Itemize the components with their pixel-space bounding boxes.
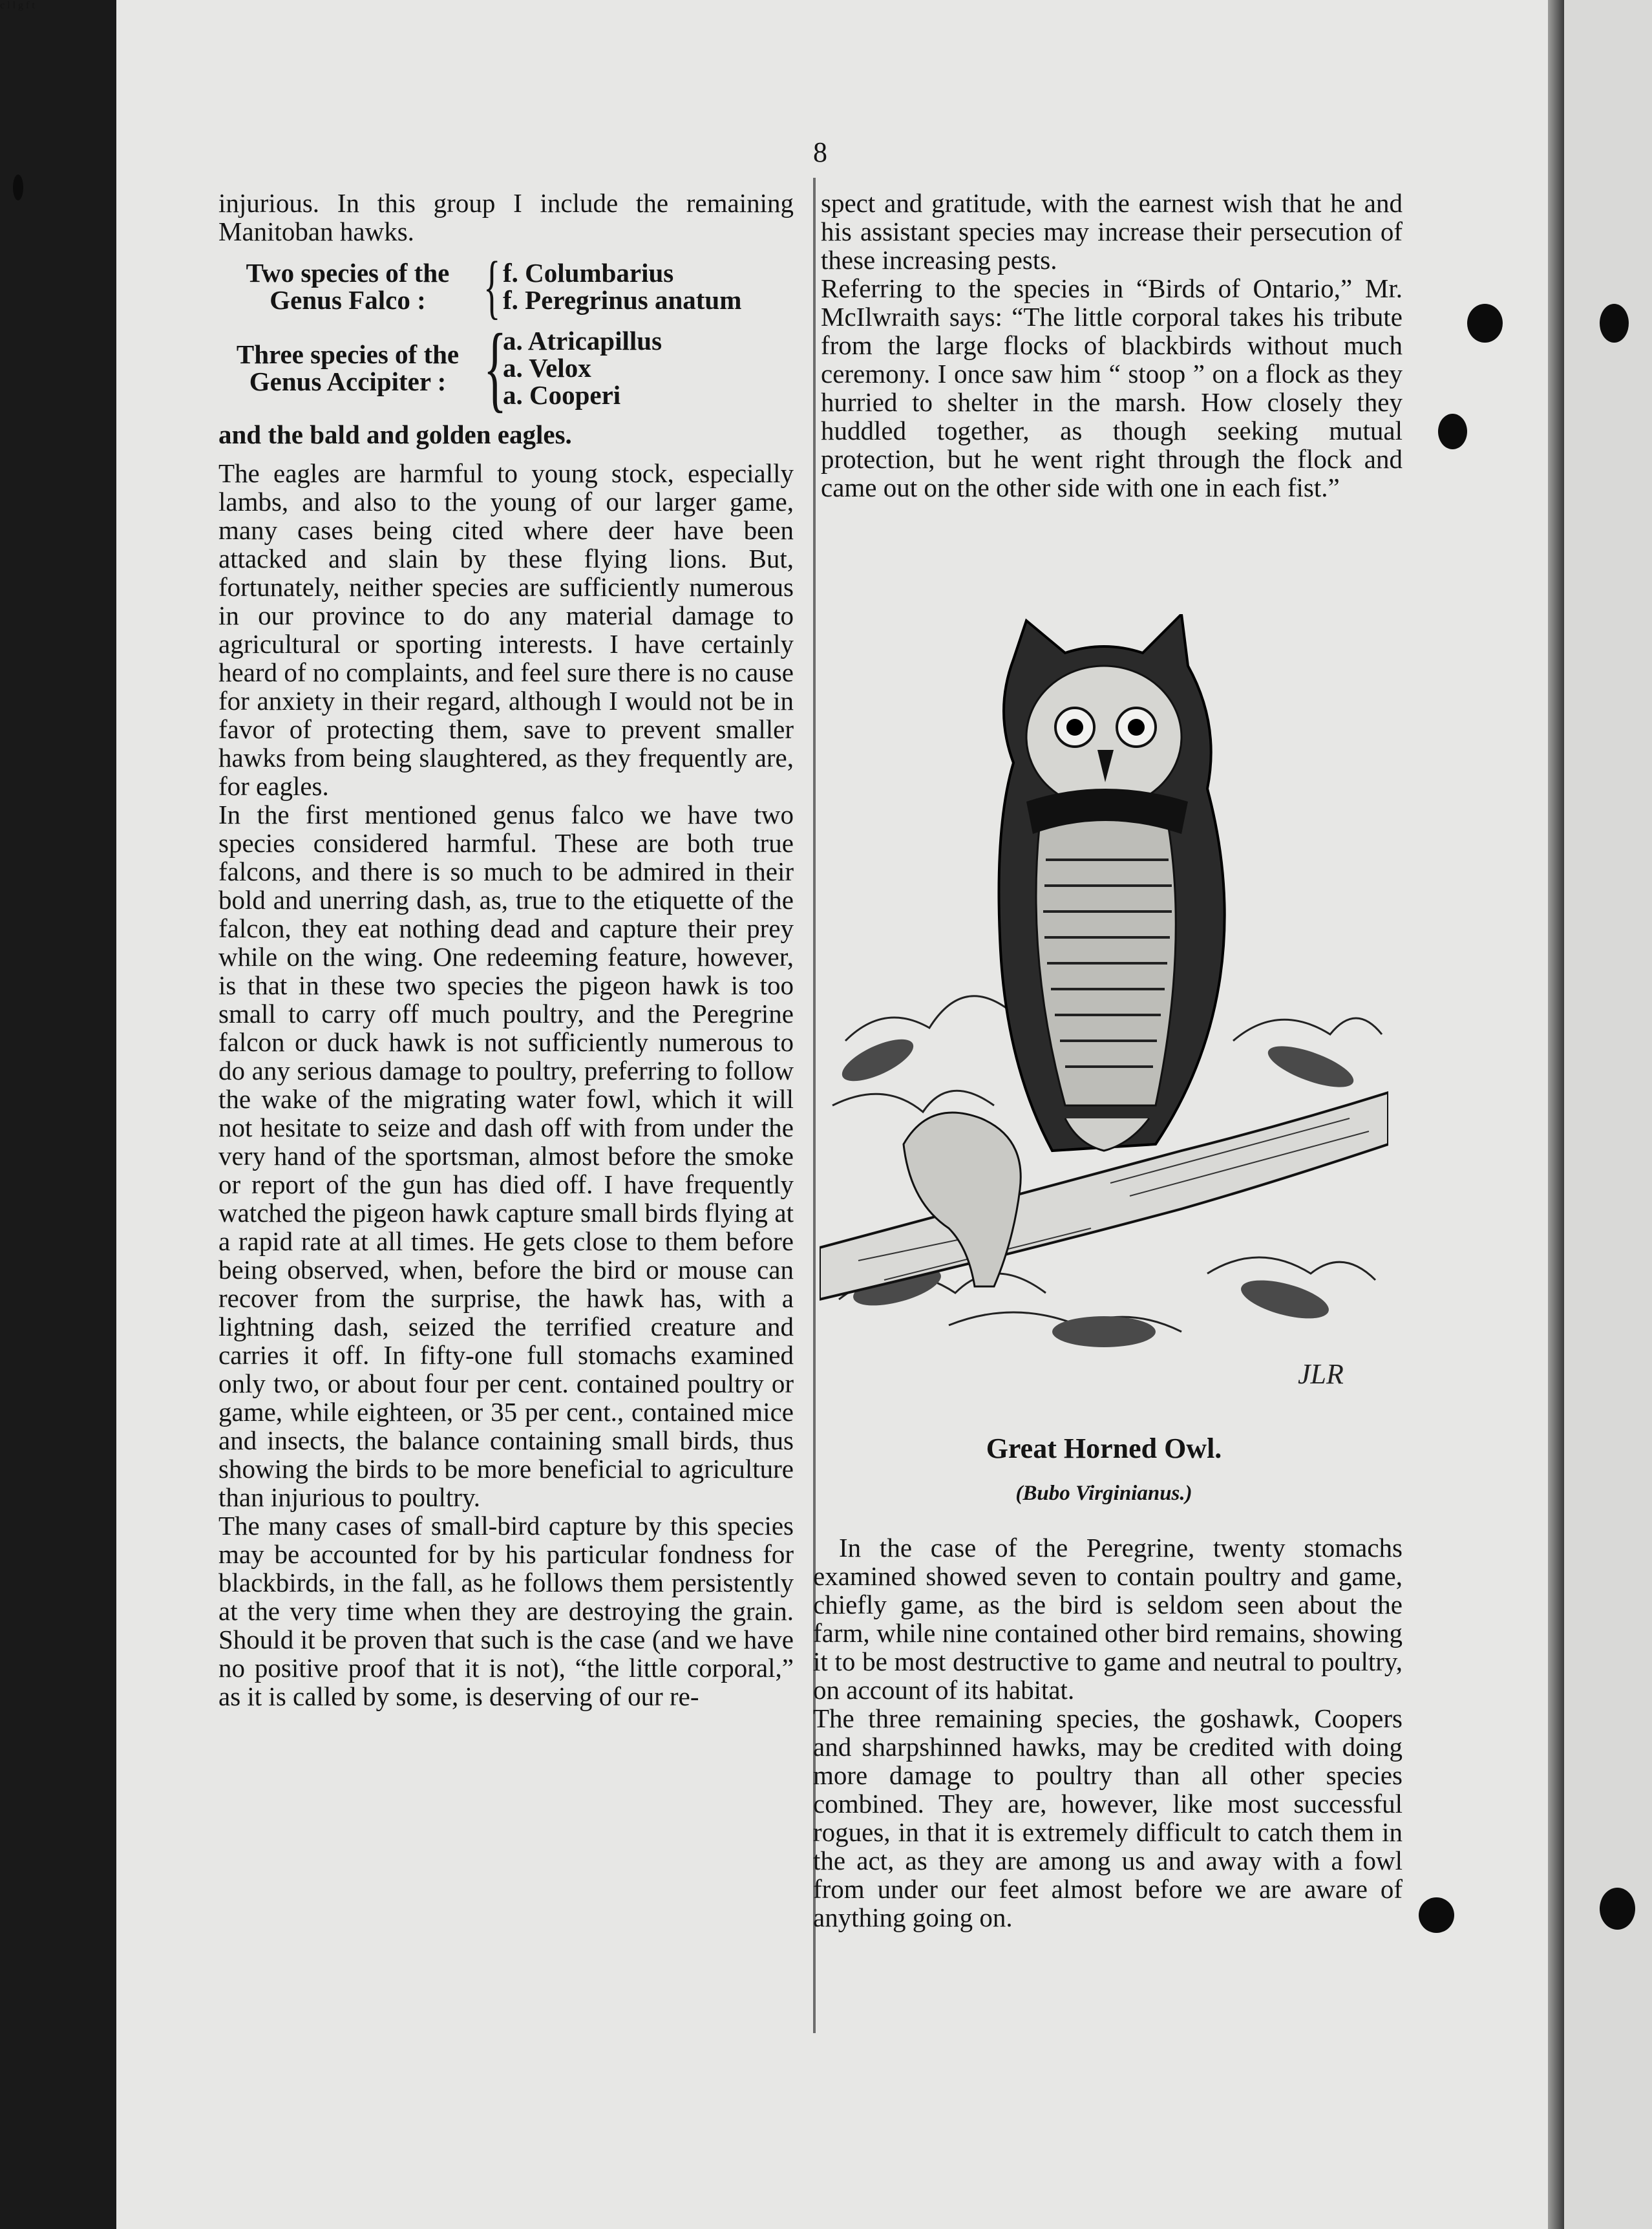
species-name: a. Cooperi (503, 380, 621, 410)
accipiter-label: Three species of the Genus Accipiter : (236, 339, 460, 396)
brace-glyph: { (483, 247, 501, 326)
species-name: a. Velox (503, 353, 591, 383)
next-page-letter: g (18, 0, 24, 11)
accipiter-species-block (218, 314, 794, 421)
paragraph: Referring to the species in “Birds of Ontario,” Mr. McIlwraith says: “The little corporal takes his tribute from the large flocks of blackbirds without much ceremony. I once saw him “ stoop ” on a flock as they hurried to shelter in the marsh. How closely they huddled together, as though seeking mutual protection, but he went right through the flock and came out on the other side with one in each fist.” (821, 273, 1403, 502)
binding-hole (1419, 1897, 1454, 1933)
page-edge (1548, 0, 1564, 2229)
eagles-line: and the bald and golden eagles. (218, 420, 572, 449)
species-name: f. Columbarius (503, 258, 674, 288)
binding-hole (1467, 304, 1503, 343)
brace-glyph: { (483, 314, 507, 421)
great-horned-owl-illustration (820, 614, 1388, 1429)
right-column-top (821, 189, 1403, 502)
scientific-name: (Bubo Virginianus.) (1015, 1482, 1192, 1505)
next-page-letter: t (32, 0, 35, 11)
next-page-letter: f (26, 0, 30, 11)
paragraph: In the case of the Peregrine, twenty stomachs examined showed seven to contain poultry and game, chiefly game, as the bird is seldom seen about the farm, while nine contained other bird remains, showing it to be most destructive to game and neutral to poultry, on account of its habitat. (813, 1533, 1403, 1705)
binding-hole (13, 175, 23, 200)
accipiter-species-list (503, 327, 662, 409)
paragraph: spect and gratitude, with the earnest wish that he and his assistant species may increase their persecution of these increasing pests. (821, 188, 1403, 275)
paragraph: The three remaining species, the goshawk, Coopers and sharpshinned hawks, may be credited with doing more damage to poultry than all other species combined. They are, however, like most successful rogues, in that it is extremely difficult to catch them in the act, as they are among us and away with a fowl from under our feet almost before we are aware of anything going on. (813, 1703, 1403, 1932)
intro-text: injurious. In this group I include the remaining Manitoban hawks. (218, 188, 794, 246)
page-number: 8 (813, 136, 827, 168)
falco-species-block (218, 247, 794, 326)
species-name: f. Peregrinus anatum (503, 285, 742, 315)
binding-hole (1600, 304, 1629, 343)
right-column-bottom (813, 1533, 1403, 1932)
binding-hole (1438, 414, 1467, 449)
falco-label: Two species of the Genus Falco : (246, 258, 450, 315)
paragraph: The many cases of small-bird capture by this species may be accounted for by his particular fondness for blackbirds, in the fall, as he follows them persistently at the very time when they are destroying the grain. Should it be proven that such is the case (and we have no positive proof that it is not), “the little corporal,” as it is called by some, is deserving of our re- (218, 1511, 794, 1711)
binding-hole (1600, 1888, 1635, 1930)
next-page-letter: l (12, 0, 16, 11)
figure-caption: Great Horned Owl. (986, 1433, 1222, 1464)
next-page-letter: l (7, 0, 10, 11)
paragraph: In the first mentioned genus falco we have two species considered harmful. These are both true falcons, and there is so much to be admired in their bold and unerring dash, as, true to the etiquette of the falcon, they eat nothing dead and capture their prey while on the wing. One redeeming feature, however, is that in these two species the pigeon hawk is too small to carry off much poultry, and the Peregrine falcon or duck hawk is not sufficiently numerous to do any serious damage to poultry, preferring to follow the wake of the migrating water fowl, which it will not hesitate to seize and dash off with from under the very hand of the sportsman, almost before the smoke or report of the gun has died off. I have frequently watched the pigeon hawk capture small birds flying at a rapid rate at all times. He gets close to them before being observed, when, before the bird or mouse can recover from the surprise, the hawk has, with a lightning dash, seized the terrified creature and carries it off. In fifty-one full stomachs examined only two, or about four per cent. contained poultry or game, while eighteen, or 35 per cent., contained mice and insects, the balance containing small birds, thus showing the birds to be more beneficial to agriculture than injurious to poultry. (218, 800, 794, 1512)
next-page-letter: c (0, 0, 5, 11)
paragraph: The eagles are harmful to young stock, especially lambs, and also to the young of our larger game, many cases being cited where deer have been attacked and slain by these flying lions. But, fortunately, neither species are sufficiently numerous in our province to do any material damage to agricultural or sporting interests. I have certainly heard of no complaints, and feel sure there is no cause for anxiety in their regard, although I would not be in favor of protecting them, save to prevent smaller hawks from being slaughtered, as they frequently are, for eagles. (218, 458, 794, 801)
artist-initials: JLR (1298, 1358, 1344, 1390)
left-column (218, 189, 794, 1711)
species-name: a. Atricapillus (503, 326, 662, 356)
falco-species-list (503, 259, 741, 314)
